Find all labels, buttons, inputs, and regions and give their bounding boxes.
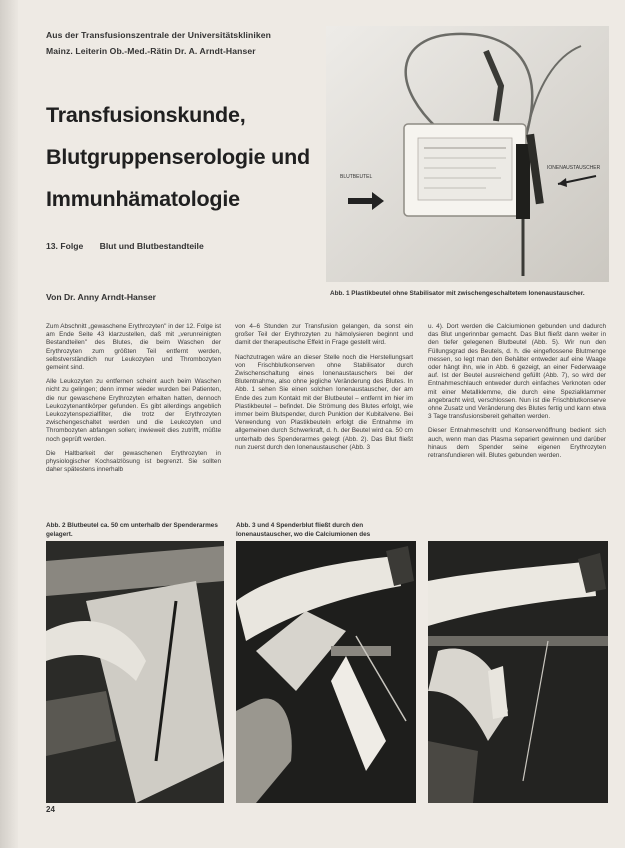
title-line-1: Transfusionskunde, — [46, 103, 246, 127]
text-column-3 — [428, 323, 606, 466]
page-edge — [0, 0, 18, 848]
paragraph: Nachzutragen wäre an dieser Stelle noch die Herstellungsart von Frischblutkonserven ohne Stabilisator durch Zwischenschaltung eines Ionenaustauschers bei der Blutentnahme, also ohne jegliche Veränderung des Blutes. In Abb. 1 sehen Sie einen solchen Ionenaustauscher, der am Ende des zum Kontakt mit der Blutbeutel – entfernt im hier im Plastikbeutel – befindet. Die Strömung des Blutes erfolgt, wie immer beim Blutspender, durch Punktion der Kubitalvene. Bei Verwendung von Plastikbeuteln erfolgt die Entnahme im allgemeinen durch Schwerkraft, d. h. der Beutel wird ca. 50 cm unterhalb des Spenderarmes gelegt (Abb. 2). Das Blut fließt nun zuerst durch den Ionenaustauscher (Abb. 3 — [235, 353, 413, 451]
figure-2-caption: Abb. 2 Blutbeutel ca. 50 cm unterhalb der Spenderarmes gelagert. — [46, 522, 218, 538]
paragraph: Zum Abschnitt „gewaschene Erythrozyten" in der 12. Folge ist am Ende Seite 43 klarzustellen, daß mit „verunreinigten Bestandteilen" des Blutes, die beim Waschen der Erythrozyten zum größten Teil entfernt werden, selbstverständlich nur Leukozyten und Thrombozyten gemeint sind. — [46, 323, 221, 372]
title-line-3: Immunhämatologie — [46, 187, 240, 211]
text-column-1 — [46, 323, 221, 480]
author-line: Von Dr. Anny Arndt-Hanser — [46, 292, 156, 302]
figure-1-caption: Abb. 1 Plastikbeutel ohne Stabilisator mit zwischengeschaltetem Ionenaustauscher. — [330, 290, 585, 297]
figure-3-caption: Abb. 3 und 4 Spenderblut fließt durch den Ionenaustauscher, wo die Calciumionen des — [236, 522, 371, 538]
text-column-2 — [235, 323, 413, 458]
series-number: 13. Folge — [46, 241, 84, 251]
series-topic: Blut und Blutbestandteile — [99, 241, 204, 251]
director-line: Mainz. Leiterin Ob.-Med.-Rätin Dr. A. Arndt-Hanser — [46, 46, 256, 56]
blood-bag-illustration — [326, 26, 609, 282]
paragraph: Die Haltbarkeit der gewaschenen Erythrozyten in physiologischer Kochsalzlösung ist begrenzt. Sie sollten daher spätestens innerhalb — [46, 449, 221, 474]
figure-1-photo — [326, 26, 609, 282]
page-number: 24 — [46, 805, 55, 814]
paragraph: von 4–6 Stunden zur Transfusion gelangen, da sonst ein großer Teil der Erythrozyten zu hämolysieren beginnt und damit der therapeutische Effekt in Frage gestellt wird. — [235, 323, 413, 347]
title-line-2: Blutgruppenserologie und — [46, 145, 310, 169]
paragraph: Alle Leukozyten zu entfernen scheint auch beim Waschen nicht zu gelingen; denn immer wieder wurden bei Patienten, die nur gewaschene Erythrozyten erhalten hatten, dennoch Leukozytenantikörper gefunden. Es gibt allerdings angeblich Leukozytenspezialfilter, die trotz der Erythrozyten zwischengeschaltet werden und die Leukozyten und Thrombozyten abfangen sollen; inwieweit dies zutrifft, müßte noch geprüft werden. — [46, 378, 221, 443]
paragraph: u. 4). Dort werden die Calciumionen gebunden und dadurch das Blut ungerinnbar gemacht. Das Blut fließt dann weiter in den tiefer gelegenen Blutbeutel (Abb. 5). Wir nun den Füllungsgrad des Beutels, d. h. die eingeflossene Blutmenge messen, so legt man den Behälter entweder auf eine Waage oder hängt ihn, wie in Abb. 6 gezeigt, an einer Federwaage auf. Ist der Beutel ausreichend gefüllt (Abb. 7), so wird der Entnahmeschlauch entweder durch einfaches Verknoten oder mit einer Metallklemme, die durch eine Spezialklammer angebracht wird, verschlossen. Nun ist die Frischblutkonserve ohne Zusatz und Veränderung des Blutes fertig und kann etwa 3 Tage transfusionsbereit gehalten werden. — [428, 323, 606, 421]
institution-line: Aus der Transfusionszentrale der Universitätskliniken — [46, 30, 271, 40]
paragraph: Dieser Entnahmeschritt und Konservenöffnung bedient sich auch, wenn man das Plasma separiert gewinnen und darüber hinaus dem Spender seine eigenen Erythrozyten retransfundieren will. Blutes gebunden werden. — [428, 427, 606, 460]
bag-label: BLUTBEUTEL — [340, 174, 373, 180]
figure-3-photo — [236, 541, 416, 803]
figure-2-photo — [46, 541, 224, 803]
figure-4-photo — [428, 541, 608, 803]
exchanger-label: IONENAUSTAUSCHER — [547, 165, 601, 171]
series-line — [46, 241, 218, 251]
